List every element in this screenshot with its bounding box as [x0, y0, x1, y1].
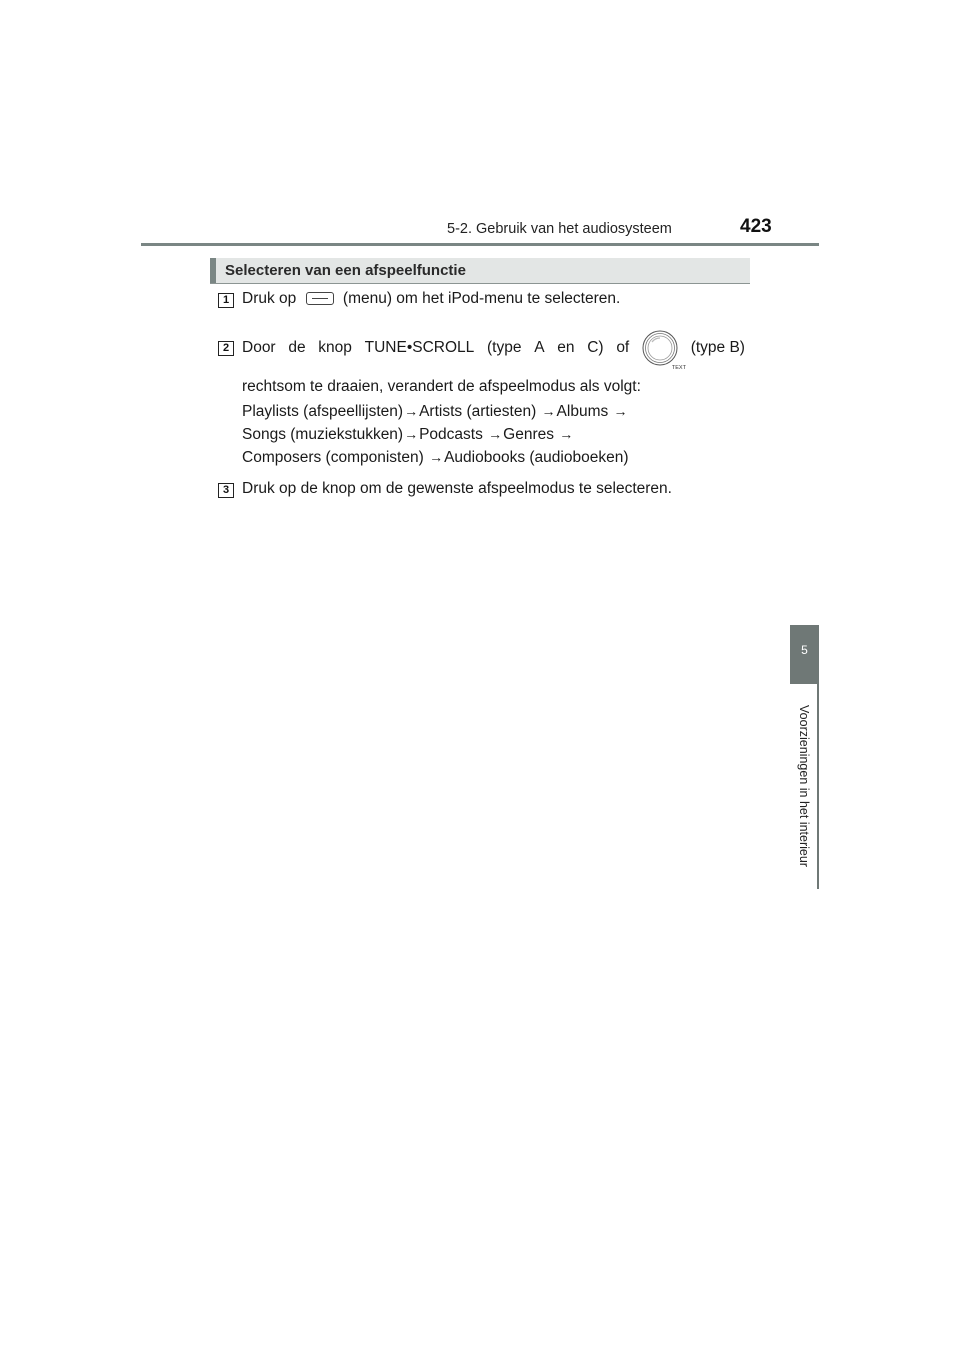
step-2-word: (type: [487, 339, 522, 356]
chapter-tab: [790, 625, 819, 684]
section-heading: Selecteren van een afspeelfunctie: [225, 262, 466, 279]
mode-item: Artists (artiesten): [419, 403, 541, 420]
step-2-word: de: [288, 339, 306, 356]
chapter-number: 5: [801, 643, 808, 657]
chapter-tab-rule: [817, 684, 819, 889]
step-2-word: TUNE•SCROLL: [364, 339, 475, 356]
step-2-word: knop: [318, 339, 352, 356]
running-header-title: 5-2. Gebruik van het audiosysteem: [447, 221, 672, 237]
mode-list-line-1: [242, 403, 629, 421]
mode-item: Albums: [556, 403, 613, 420]
page-number: 423: [740, 216, 772, 237]
step-2-word: Door: [242, 339, 276, 356]
arrow-icon: →: [404, 426, 419, 442]
section-heading-accent: [210, 258, 216, 283]
step-2-type-b: (type B): [690, 339, 745, 356]
step-1-text-before: Druk op: [242, 290, 297, 307]
arrow-icon: →: [488, 426, 503, 442]
menu-button-icon: [306, 292, 334, 305]
arrow-icon: →: [429, 449, 444, 465]
section-heading-bar: [210, 258, 750, 284]
arrow-icon: →: [541, 403, 556, 419]
arrow-icon: →: [559, 426, 574, 442]
step-1-text: [242, 290, 620, 308]
step-2-word: en: [557, 339, 575, 356]
step-2-line-2: rechtsom te draaien, verandert de afspeelmodus als volgt:: [242, 378, 641, 395]
knob-text-label: TEXT: [671, 365, 686, 371]
mode-item: Podcasts: [419, 426, 488, 443]
step-number-2: 2: [218, 341, 234, 356]
step-2-line-1: [242, 330, 745, 371]
step-2-word: of: [616, 339, 630, 356]
mode-item: Songs (muziekstukken): [242, 426, 404, 443]
step-number-3: 3: [218, 483, 234, 498]
mode-item: Audiobooks (audioboeken): [444, 449, 629, 466]
chapter-title: Voorzieningen in het interieur: [797, 705, 811, 867]
step-3-text: Druk op de knop om de gewenste afspeelmodus te selecteren.: [242, 480, 672, 497]
step-number-1: 1: [218, 293, 234, 308]
mode-item: Composers (componisten): [242, 449, 429, 466]
tune-scroll-knob-icon: [642, 330, 686, 371]
step-2-word: A: [534, 339, 545, 356]
step-1-text-after: (menu) om het iPod-menu te selecteren.: [342, 290, 621, 307]
arrow-icon: →: [404, 403, 419, 419]
step-2-word: C): [587, 339, 604, 356]
mode-list-line-3: [242, 449, 629, 467]
mode-item: Playlists (afspeellijsten): [242, 403, 404, 420]
mode-item: Genres: [503, 426, 559, 443]
header-divider: [141, 243, 819, 246]
arrow-icon: →: [613, 403, 628, 419]
mode-list-line-2: [242, 426, 574, 444]
